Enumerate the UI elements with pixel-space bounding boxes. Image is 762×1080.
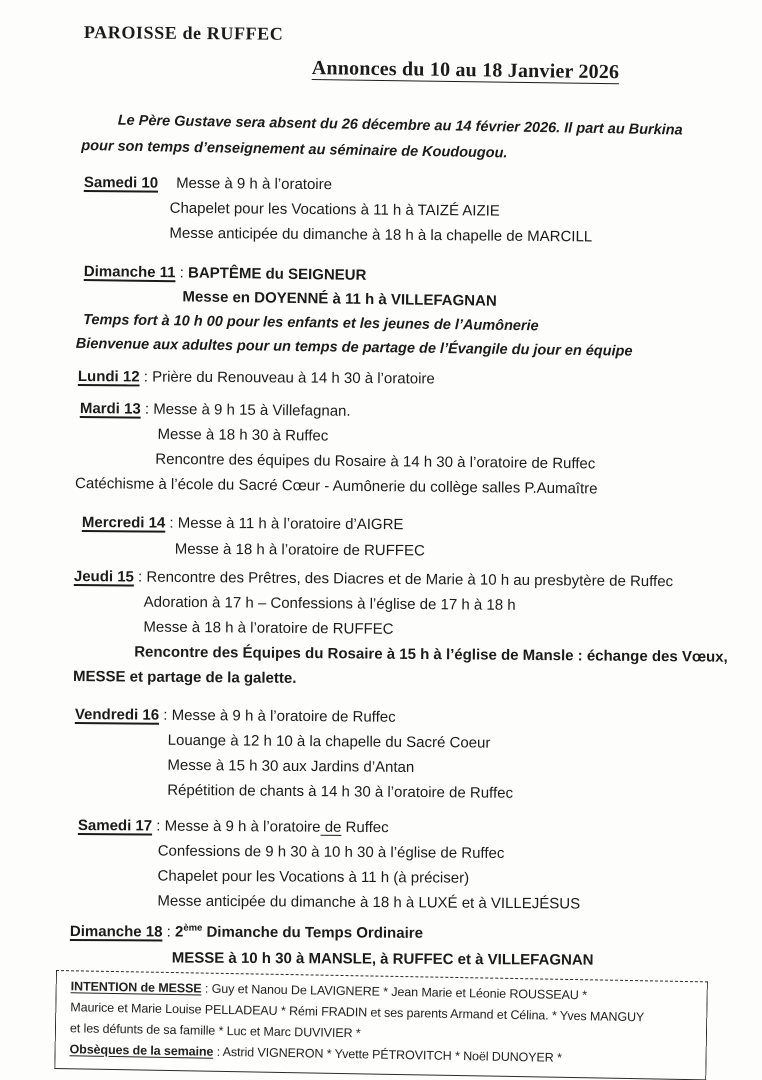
day-head-text: Messe à 9 h à l’oratoire xyxy=(176,174,333,194)
bulletin-title: Annonces du 10 au 18 Janvier 2026 xyxy=(311,57,620,84)
section-mercredi-14 xyxy=(82,510,425,564)
event-line: Temps fort à 10 h 00 pour les enfants et les jeunes de l’Aumônerie xyxy=(83,311,539,335)
day-label: Jeudi 15 xyxy=(73,567,134,586)
parish-name: PAROISSE de RUFFEC xyxy=(83,22,284,44)
event-line: Messe à 18 h à l’oratoire de RUFFEC xyxy=(143,618,394,638)
intentions-text: : Guy et Nanou De LAVIGNERE * Jean Marie et Léonie ROUSSEAU * xyxy=(201,981,588,1003)
day-heading: Dimanche 18 : 2ème Dimanche du Temps Ordinaire xyxy=(69,922,423,942)
section-dimanche-18 xyxy=(70,915,594,974)
day-label: Samedi 17 xyxy=(77,816,153,835)
day-label: Samedi 10 xyxy=(83,173,159,192)
day-heading xyxy=(84,170,593,199)
day-heading: Mardi 13 : Messe à 9 h 15 à Villefagnan. xyxy=(79,399,351,420)
event-line: Adoration à 17 h – Confessions à l’église de 17 h à 18 h xyxy=(143,593,516,614)
day-heading: Samedi 17 : Messe à 9 h à l’oratoire de Ruffec xyxy=(77,816,389,837)
event-line: Catéchisme à l’école du Sacré Cœur - Aumônerie du collège salles P.Aumaître xyxy=(74,474,598,498)
event-line: Bienvenue aux adultes pour un temps de partage de l’Évangile du jour en équipe xyxy=(75,335,633,360)
day-label: Mardi 13 xyxy=(79,399,141,418)
absence-note-line: Le Père Gustave sera absent du 26 décembre au 14 février 2026. Il part au Burkina xyxy=(117,112,683,139)
event-line: Chapelet pour les Vocations à 11 h à TAIZÉ AIZIE xyxy=(169,199,500,220)
event-line: Chapelet pour les Vocations à 11 h (à préciser) xyxy=(157,867,470,887)
day-head-text: Messe à 9 h à l’oratoire de Ruffec xyxy=(171,706,396,726)
event-line: Messe à 18 h 30 à Ruffec xyxy=(157,425,329,445)
day-heading: Lundi 12 : Prière du Renouveau à 14 h 30 à l’oratoire xyxy=(77,367,435,388)
day-label: Dimanche 11 xyxy=(83,262,176,282)
event-line: Messe à 15 h 30 aux Jardins d’Antan xyxy=(167,756,415,776)
day-label: Dimanche 18 xyxy=(69,922,163,941)
intentions-line: et les défunts de sa famille * Luc et Marc DUVIVIER * xyxy=(69,1021,361,1041)
intentions-box xyxy=(54,970,708,1080)
day-head-text: Messe à 9 h 15 à Villefagnan. xyxy=(153,400,351,420)
day-label: Lundi 12 xyxy=(77,367,140,386)
day-label: Mercredi 14 xyxy=(81,513,166,532)
day-head-text: Dimanche du Temps Ordinaire xyxy=(202,923,423,942)
ordinal-superscript: ème xyxy=(183,922,203,934)
event-line: Louange à 12 h 10 à la chapelle du Sacré Coeur xyxy=(167,731,491,752)
section-jeudi-15 xyxy=(73,564,729,695)
section-vendredi-16 xyxy=(74,702,514,806)
day-head-text: Rencontre des Prêtres, des Diacres et de Marie à 10 h au presbytère de Ruffec xyxy=(146,568,674,591)
day-head-text: 2 xyxy=(174,923,184,941)
day-head-text: Prière du Renouveau à 14 h 30 à l’oratoire xyxy=(152,368,435,388)
event-line: Rencontre des équipes du Rosaire à 14 h 30 à l’oratoire de Ruffec xyxy=(155,450,596,473)
day-heading: Vendredi 16 : Messe à 9 h à l’oratoire de Ruffec xyxy=(74,705,396,726)
day-head-text-underlined: de xyxy=(320,818,342,836)
day-head-text: Messe à 11 h à l’oratoire d’AIGRE xyxy=(177,514,404,534)
day-heading: Jeudi 15 : Rencontre des Prêtres, des Diacres et de Marie à 10 h au presbytère de Ruffec xyxy=(73,567,674,591)
event-line: Messe anticipée du dimanche à 18 h à la chapelle de MARCILL xyxy=(169,224,593,246)
section-lundi-12 xyxy=(78,364,435,391)
event-line: Confessions de 9 h 30 à 10 h 30 à l’église de Ruffec xyxy=(157,842,505,862)
day-heading: Mercredi 14 : Messe à 11 h à l’oratoire d’AIGRE xyxy=(81,513,404,534)
absence-note xyxy=(81,107,683,169)
absence-note-line: pour son temps d’enseignement au séminaire de Koudougou. xyxy=(81,137,508,162)
section-samedi-17 xyxy=(77,813,580,917)
day-heading: Dimanche 11 : BAPTÊME du SEIGNEUR xyxy=(83,262,367,284)
event-line: MESSE à 10 h 30 à MANSLE, à RUFFEC et à VILLEFAGNAN xyxy=(171,949,594,969)
intention-messe-label: INTENTION de MESSE xyxy=(70,979,202,996)
event-line: Rencontre des Équipes du Rosaire à 15 h à l’église de Mansle : échange des Vœux, xyxy=(134,643,728,666)
event-line: MESSE et partage de la galette. xyxy=(72,667,297,687)
section-dimanche-11 xyxy=(75,260,634,364)
section-samedi-10 xyxy=(83,170,592,249)
intentions-line: Maurice et Marie Louise PELLADEAU * Rémi FRADIN et ses parents Armand et Célina. * Yves MANGUY xyxy=(70,1000,645,1025)
event-line: Répétition de chants à 14 h 30 à l’oratoire de Ruffec xyxy=(167,781,514,802)
event-line: Messe en DOYENNÉ à 11 h à VILLEFAGNAN xyxy=(182,288,497,310)
obseques-label: Obsèques de la semaine xyxy=(69,1042,214,1059)
day-head-text: BAPTÊME du SEIGNEUR xyxy=(187,264,367,284)
section-mardi-13 xyxy=(74,396,599,501)
obseques-text: : Astrid VIGNERON * Yvette PÉTROVITCH * Noël DUNOYER * xyxy=(213,1044,562,1065)
event-line: Messe à 18 h à l’oratoire de RUFFEC xyxy=(174,540,425,560)
event-line: Messe anticipée du dimanche à 18 h à LUXÉ et à VILLEJÉSUS xyxy=(157,892,581,913)
day-label: Vendredi 16 xyxy=(74,705,160,724)
day-head-text: Ruffec xyxy=(341,818,389,837)
day-head-text: Messe à 9 h à l’oratoire xyxy=(164,817,321,836)
